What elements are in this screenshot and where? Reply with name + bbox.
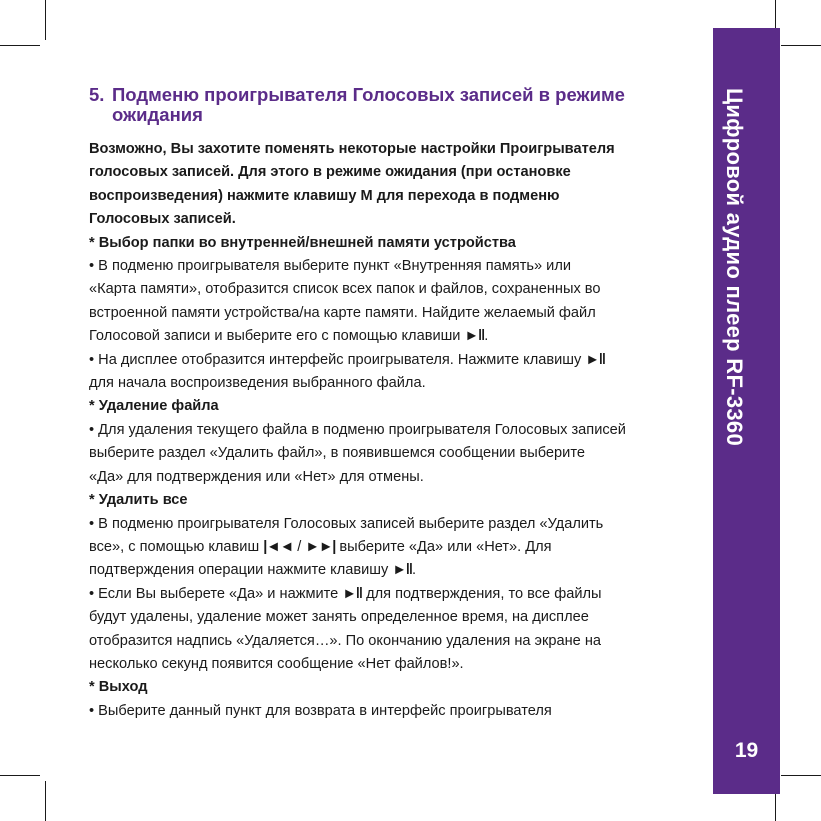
crop-mark bbox=[781, 775, 821, 776]
delete-file-heading: * Удаление файла bbox=[89, 398, 219, 415]
delete-file-line: «Да» для подтверждения или «Нет» для отмены. bbox=[89, 468, 424, 485]
section-title-line1: Подменю проигрывателя Голосовых записей в режиме bbox=[112, 84, 625, 105]
section-number: 5. bbox=[89, 84, 105, 105]
intro-line: голосовых записей. Для этого в режиме ожидания (при остановке bbox=[89, 164, 571, 181]
folder-line: для начала воспроизведения выбранного файла. bbox=[89, 375, 426, 392]
play-pause-icon: ►‖ bbox=[464, 328, 485, 345]
page-number: 19 bbox=[734, 739, 759, 762]
folder-line bbox=[89, 349, 694, 372]
play-pause-icon: ►‖ bbox=[585, 351, 606, 368]
delete-all-text: выберите «Да» или «Нет». Для bbox=[335, 538, 552, 555]
crop-mark bbox=[45, 781, 46, 821]
play-pause-icon: ►‖ bbox=[342, 585, 363, 602]
delete-all-heading: * Удалить все bbox=[89, 492, 188, 509]
section-heading bbox=[89, 85, 694, 125]
section-title-line2: ожидания bbox=[112, 104, 203, 125]
punct: . bbox=[484, 328, 489, 345]
delete-all-line: отобразится надпись «Удаляется…». По окончанию удаления на экране на bbox=[89, 632, 602, 649]
delete-all-line: • В подменю проигрывателя Голосовых записей выберите раздел «Удалить bbox=[89, 515, 604, 532]
exit-section bbox=[89, 676, 694, 723]
delete-all-line: несколько секунд появится сообщение «Нет файлов!». bbox=[89, 655, 464, 672]
crop-mark bbox=[0, 45, 40, 46]
folder-line-text: Голосовой записи и выберите его с помощью клавиши bbox=[89, 328, 465, 345]
previous-icon: |◄◄ bbox=[263, 538, 294, 555]
folder-line: • В подменю проигрывателя выберите пункт «Внутренняя память» или bbox=[89, 258, 571, 275]
delete-all-text: все», с помощью клавиш bbox=[89, 538, 264, 555]
folder-line-text: • На дисплее отобразится интерфейс проигрывателя. Нажмите клавишу bbox=[89, 351, 586, 368]
next-icon: ►►| bbox=[305, 538, 336, 555]
crop-mark bbox=[781, 45, 821, 46]
folder-line: «Карта памяти», отобразится список всех папок и файлов, сохраненных во bbox=[89, 281, 601, 298]
folder-line bbox=[89, 325, 694, 348]
punct: . bbox=[412, 562, 417, 579]
intro-line: воспроизведения) нажмите клавишу М для перехода в подменю bbox=[89, 187, 560, 204]
delete-all-section bbox=[89, 489, 694, 676]
play-pause-icon: ►‖ bbox=[392, 562, 413, 579]
delete-all-text: • Если Вы выберете «Да» и нажмите bbox=[89, 585, 343, 602]
crop-mark bbox=[45, 0, 46, 40]
folder-heading: * Выбор папки во внутренней/внешней памяти устройства bbox=[89, 234, 516, 251]
exit-line: • Выберите данный пункт для возврата в интерфейс проигрывателя bbox=[89, 702, 552, 719]
delete-file-line: выберите раздел «Удалить файл», в появившемся сообщении выберите bbox=[89, 445, 585, 462]
delete-all-text: для подтверждения, то все файлы bbox=[362, 585, 602, 602]
delete-all-line bbox=[89, 536, 694, 559]
separator: / bbox=[293, 538, 306, 555]
delete-file-line: • Для удаления текущего файла в подменю проигрывателя Голосовых записей bbox=[89, 421, 626, 438]
folder-section bbox=[89, 232, 694, 396]
delete-all-line bbox=[89, 583, 694, 606]
intro-line: Возможно, Вы захотите поменять некоторые настройки Проигрывателя bbox=[89, 141, 615, 157]
delete-all-line: будут удалены, удаление может занять определенное время, на дисплее bbox=[89, 609, 589, 626]
intro-paragraph bbox=[89, 138, 694, 232]
delete-all-line bbox=[89, 559, 694, 582]
delete-file-section bbox=[89, 395, 694, 489]
main-content bbox=[89, 85, 694, 723]
delete-all-text: подтверждения операции нажмите клавишу bbox=[89, 562, 393, 579]
folder-line: встроенной памяти устройства/на карте памяти. Найдите желаемый файл bbox=[89, 304, 596, 321]
crop-mark bbox=[0, 775, 40, 776]
intro-line: Голосовых записей. bbox=[89, 211, 236, 228]
exit-heading: * Выход bbox=[89, 679, 148, 696]
sidebar-title: Цифровой аудио плеер RF-3360 bbox=[722, 88, 747, 446]
